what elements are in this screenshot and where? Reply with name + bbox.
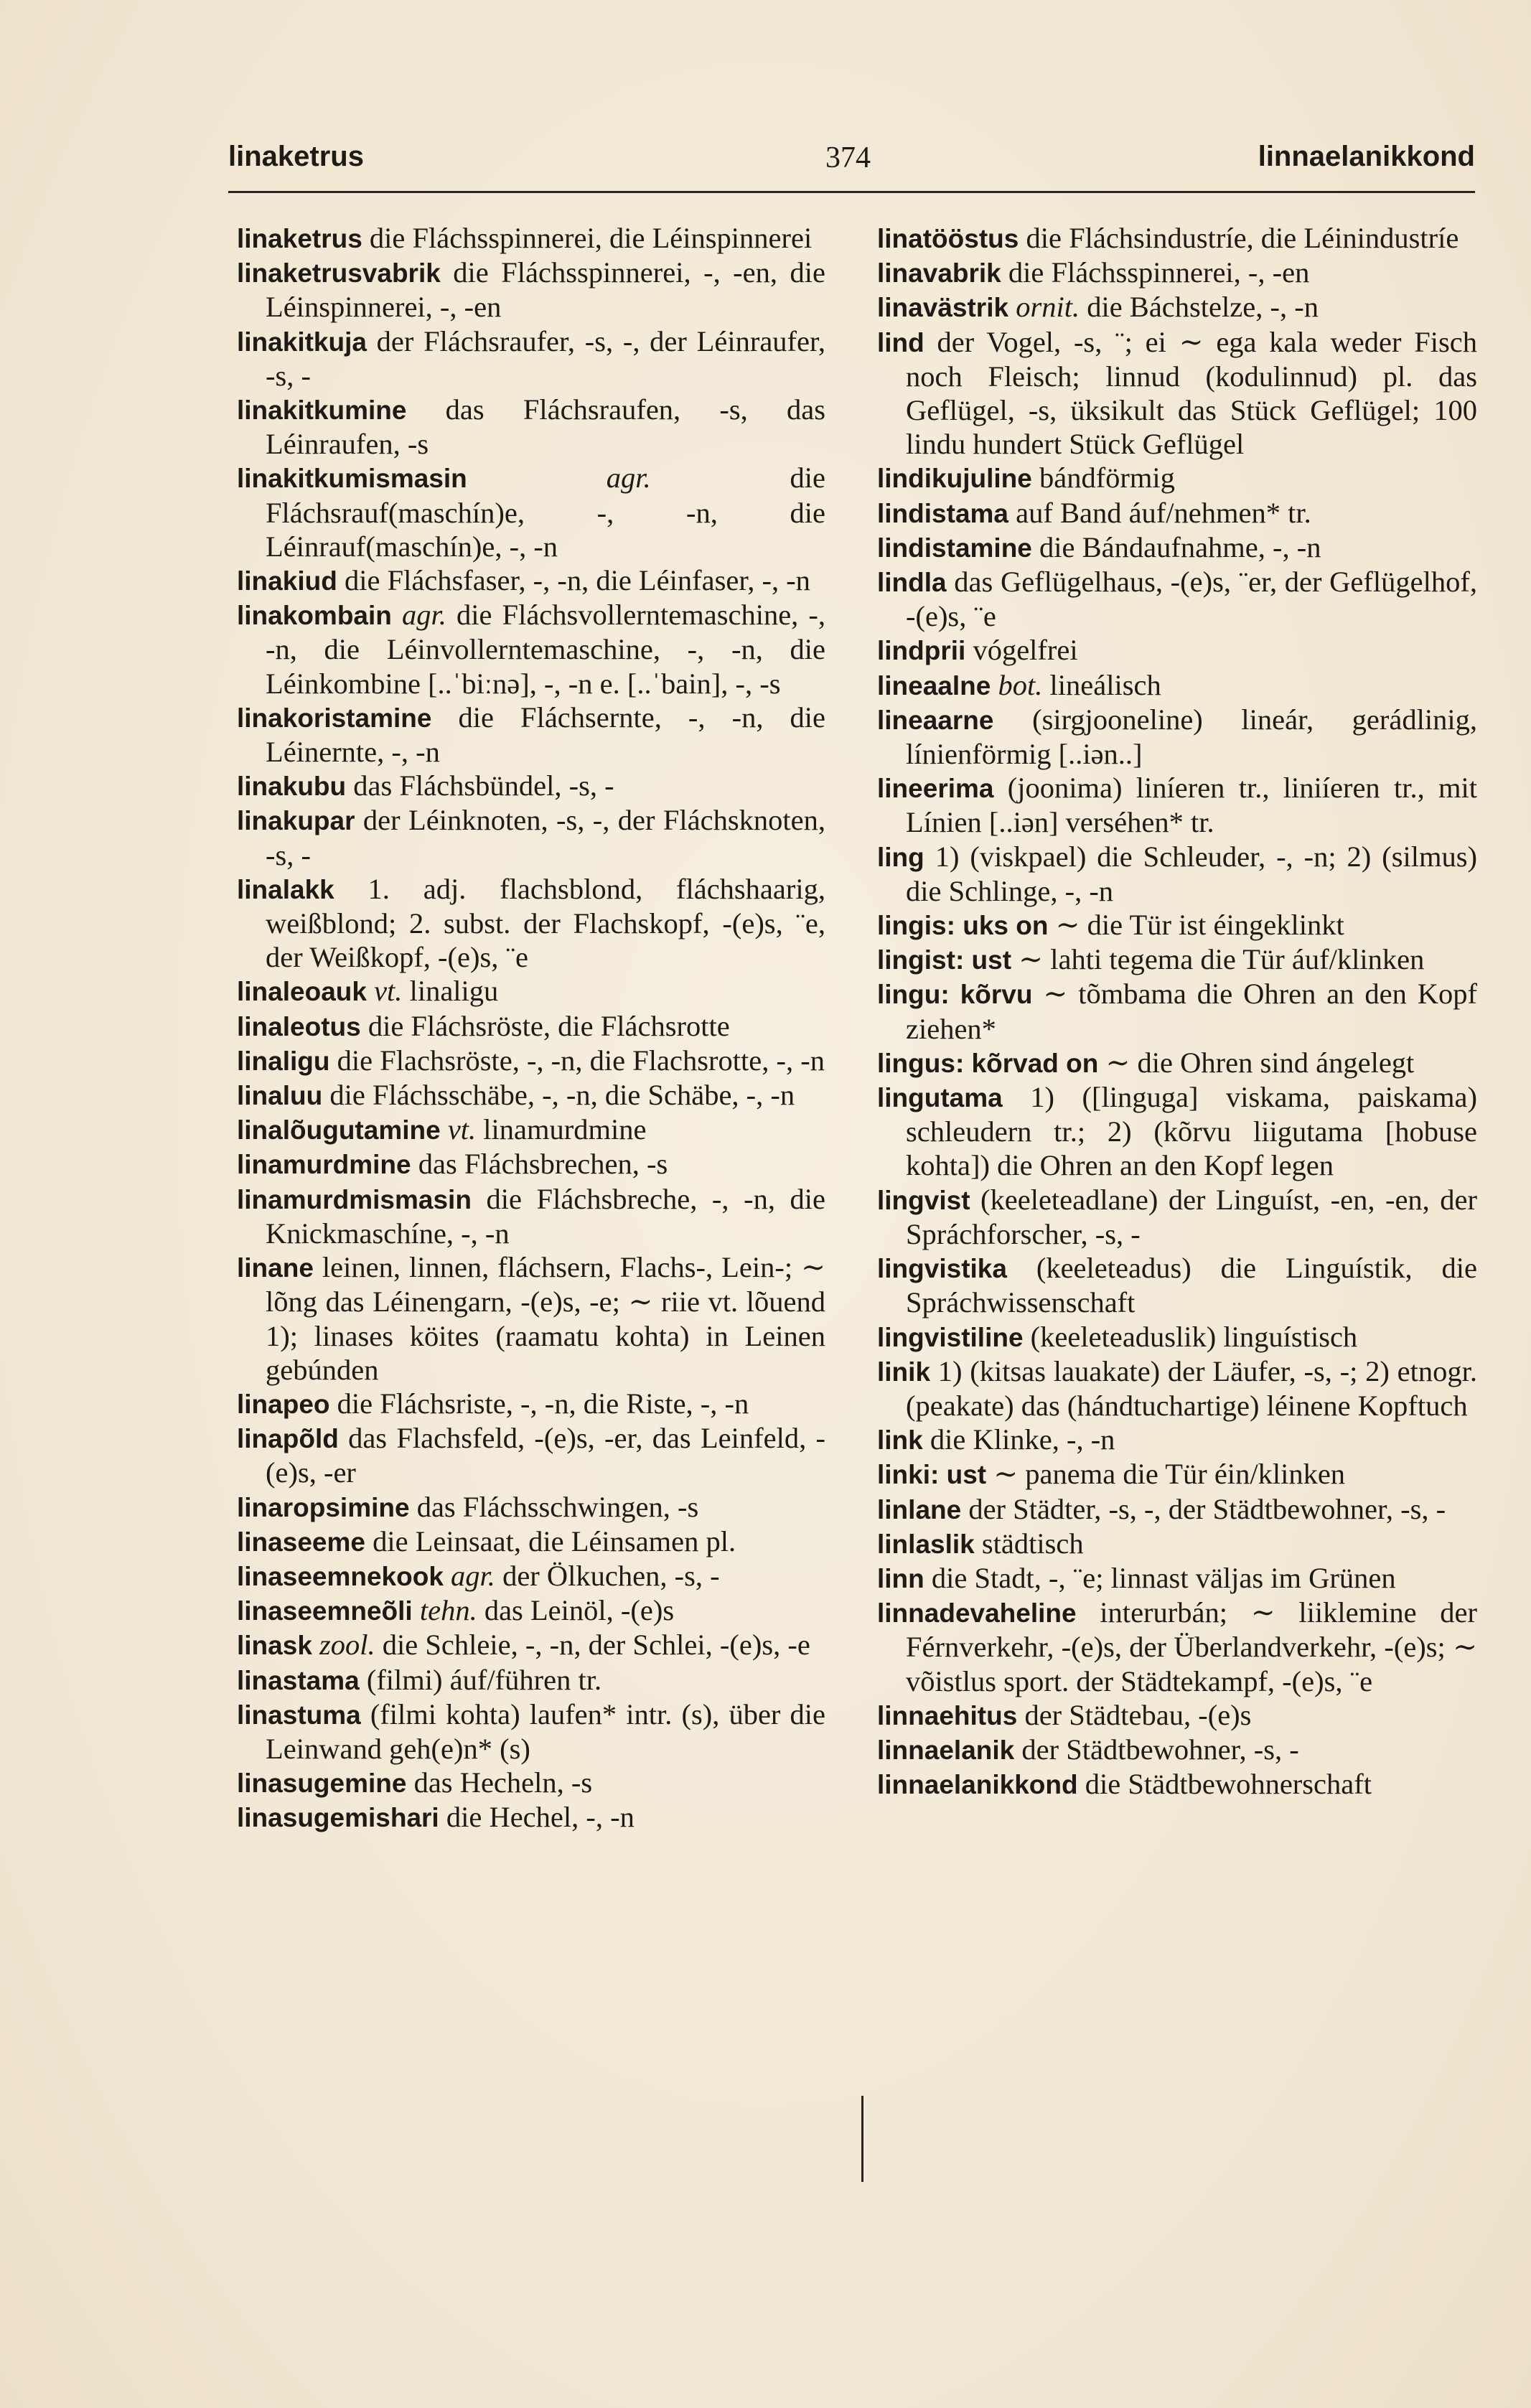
entry-definition: (filmi kohta) laufen* intr. (s), über die Leinwand geh(e)n* (s) [266,1697,825,1765]
entry-label: agr. [401,599,446,632]
dictionary-entry [237,769,825,803]
entry-headword: linasugemine [237,1768,407,1799]
entry-definition: vógelfrei [965,634,1078,667]
entry-definition: der Vogel, -s, ¨; ei ∼ ega kala weder Fisch noch Fleisch; linnud (kodulinnud) pl. das Geflügel, -s, üksikult das Stück Geflügel; 100 lindu hundert Stück Geflügel [906,325,1477,461]
entry-headword: lindikujuline [877,464,1032,494]
entry-definition: der Städter, -s, -, der Städtbewohner, -s, - [961,1492,1446,1525]
entry-headword: linapeo [237,1389,330,1419]
entry-headword: linavästrik [877,293,1009,323]
entry-label: zool. [319,1629,375,1662]
dictionary-entry [877,771,1477,839]
entry-definition: linamurdmine [476,1113,647,1146]
entry-headword: lindistamine [877,533,1032,563]
entry-headword: linaseemneõli [237,1596,413,1626]
dictionary-entry [877,1423,1477,1457]
dictionary-entry [237,872,825,975]
dictionary-entry [237,1524,825,1559]
entry-definition: 1) (kitsas lauakate) der Läufer, -s, -; 2) etnogr. (peakate) das (hándtuchartige) léinene Kopftuch [906,1354,1477,1422]
dictionary-entry [877,1527,1477,1561]
entry-definition: (keeleteaduslik) linguístisch [1023,1320,1358,1353]
dictionary-entry [237,256,825,324]
entry-definition: das Fláchsbrechen, -s [411,1148,668,1181]
dictionary-entry [237,1593,825,1628]
right-guideword: linnaelanikkond [1258,141,1475,172]
dictionary-entry [877,1492,1477,1527]
entry-definition: die Fláchsspinnerei, -, -en [1001,256,1310,289]
entry-definition: 1) ([linguga] viskama, paiskama) schleudern tr.; 2) (kõrvu liigutama [hobuse kohta]) die Ohren an den Kopf legen [906,1081,1477,1182]
entry-definition: der Städtbewohner, -s, - [1014,1733,1299,1766]
entry-definition: ∼ die Tür ist éingeklinkt [1048,909,1344,942]
dictionary-entry [237,1250,825,1387]
entry-definition: das Hecheln, -s [406,1766,593,1799]
entry-headword: linakitkumine [237,395,407,426]
dictionary-entry [877,565,1477,633]
entry-definition: die Schleie, -, -n, der Schlei, -(e)s, -e [375,1629,810,1662]
left-guideword: linaketrus [228,141,364,172]
entry-headword: linalakk [237,874,334,904]
dictionary-entry [237,1766,825,1800]
dictionary-entry [237,1421,825,1489]
entry-definition: das Geflügelhaus, -(e)s, ¨er, der Geflügelhof, -(e)s, ¨e [906,566,1477,633]
entry-headword: linakupar [237,806,355,836]
entry-definition: interurbán; ∼ liiklemine der Férnverkehr, -(e)s, der Überlandverkehr, -(e)s; ∼ võistlus sport. der Städtekampf, -(e)s, ¨e [906,1596,1477,1697]
dictionary-entry [877,1698,1477,1733]
dictionary-entry [237,1559,825,1593]
dictionary-entry [237,974,825,1008]
dictionary-entry [877,1596,1477,1698]
entry-definition: (joonima) liníeren tr., liniíeren tr., mit Línien [..iən] verséhen* tr. [906,772,1477,839]
entry-headword: linaleotus [237,1011,361,1041]
dictionary-entry [237,393,825,461]
entry-headword: linane [237,1253,314,1283]
entry-definition: das Flachsfeld, -(e)s, -er, das Leinfeld, -(e)s, -er [266,1422,825,1489]
entry-definition: linaligu [402,975,499,1008]
entry-headword: linaketrusvabrik [237,258,441,289]
entry-definition: der Ölkuchen, -s, - [495,1559,720,1592]
entry-definition: 1) (viskpael) die Schleuder, -, -n; 2) (silmus) die Schlinge, -, -n [906,840,1477,907]
entry-label: vt. [374,975,403,1008]
entry-headword: lindla [877,568,947,598]
entry-headword: linasugemishari [237,1803,439,1833]
dictionary-entry [877,1183,1477,1251]
entry-definition: die Fláchsröste, die Fláchsrotte [360,1009,730,1042]
dictionary-entry [877,221,1477,256]
dictionary-entry [237,1009,825,1044]
entry-definition: das Leinöl, -(e)s [477,1594,675,1627]
entry-definition: die Fláchsspinnerei, die Léinspinnerei [362,222,813,254]
dictionary-entry [877,1046,1477,1080]
entry-definition: die Hechel, -, -n [439,1801,635,1834]
entry-headword: linaketrus [237,224,362,253]
dictionary-entry [877,290,1477,324]
dictionary-entry [877,942,1477,977]
entry-definition: (sirgjooneline) lineár, gerádlinig, línienförmig [..iən..] [906,703,1477,771]
entry-headword: linaseemnekook [237,1561,444,1591]
entry-definition: die Fláchsindustríe, die Léinindustríe [1019,222,1459,254]
entry-label: agr. [606,462,651,495]
entry-definition: der Städtebau, -(e)s [1017,1698,1252,1731]
dictionary-entry [237,1697,825,1766]
dictionary-entry [877,703,1477,771]
entry-headword: linavabrik [877,258,1001,289]
dictionary-entry [237,1147,825,1181]
entry-definition: (keeleteadus) die Linguístik, die Spráchwissenschaft [906,1252,1477,1319]
dictionary-entry [877,840,1477,908]
dictionary-entry [877,1767,1477,1802]
dictionary-entry [877,1320,1477,1354]
dictionary-entry [237,324,825,393]
dictionary-entry [237,1112,825,1147]
entry-headword: ling [877,842,924,872]
entry-definition: die Flachsröste, -, -n, die Flachsrotte, -, -n [329,1044,825,1077]
dictionary-entry [877,1251,1477,1319]
entry-headword: lingu: kõrvu [877,980,1033,1010]
entry-label: agr. [451,1559,495,1592]
dictionary-entry [237,563,825,598]
entry-label: vt. [447,1113,477,1146]
entry-headword: linamurdmismasin [237,1184,472,1214]
entry-definition: der Fláchsraufer, -s, -, der Léinraufer, -s, - [266,324,825,392]
dictionary-entry [877,530,1477,565]
page-number: 374 [825,141,871,174]
dictionary-entry [877,1080,1477,1183]
entry-headword: linakiud [237,566,337,596]
entry-headword: lindprii [877,636,966,666]
entry-definition: die Fláchsfaser, -, -n, die Léinfaser, -, -n [337,564,810,597]
entry-headword: linn [877,1563,924,1593]
entry-definition: das Fláchsschwingen, -s [409,1490,699,1523]
entry-headword: linki: ust [877,1460,987,1490]
entry-headword: linaseeme [237,1527,365,1557]
entry-definition: auf Band áuf/nehmen* tr. [1008,496,1311,529]
entry-definition: die Städtbewohnerschaft [1077,1768,1372,1801]
entry-headword: linnaelanik [877,1735,1015,1765]
entry-definition: die Fláchsernte, -, -n, die Léinernte, -, -n [266,701,825,769]
entry-definition: ∼ die Ohren sind ángelegt [1098,1046,1415,1079]
entry-definition: städtisch [974,1527,1084,1560]
entry-headword: lingvist [877,1185,970,1215]
entry-headword: lineaarne [877,705,994,735]
dictionary-entry [877,1733,1477,1767]
dictionary-entry [237,803,825,871]
right-column [877,221,1477,1802]
entry-headword: lingis: uks on [877,911,1049,941]
dictionary-entry [877,1354,1477,1423]
dictionary-entry [237,598,825,701]
entry-definition: bándförmig [1031,462,1175,495]
dictionary-entry [877,1457,1477,1491]
entry-definition: ∼ panema die Tür éin/klinken [986,1458,1346,1491]
dictionary-entry [877,1561,1477,1596]
dictionary-entry [877,461,1477,495]
entry-definition: die Stadt, -, ¨e; linnast väljas im Grünen [924,1561,1396,1594]
entry-headword: linakubu [237,772,347,802]
entry-headword: lingist: ust [877,945,1012,975]
entry-headword: linakitkuja [237,327,367,357]
entry-headword: linik [877,1357,931,1387]
dictionary-entry [877,668,1477,703]
dictionary-entry [237,1628,825,1662]
dictionary-entry [237,1044,825,1078]
entry-definition: die Klinke, -, -n [922,1423,1115,1456]
entry-definition: das Fláchsbündel, -s, - [346,769,614,802]
entry-definition: die Fláchsschäbe, -, -n, die Schäbe, -, -n [322,1079,795,1112]
entry-definition: 1. adj. flachsblond, fláchshaarig, weißblond; 2. subst. der Flachskopf, -(e)s, ¨e, der Weißkopf, -(e)s, ¨e [266,872,825,974]
dictionary-entry [237,1182,825,1250]
entry-headword: lineerima [877,774,994,804]
entry-headword: linaropsimine [237,1492,410,1522]
dictionary-entry [237,221,825,256]
entry-headword: linakitkumismasin [237,464,467,494]
dictionary-entry [877,633,1477,667]
left-column [237,221,825,1835]
dictionary-entry [237,1078,825,1112]
entry-definition: (keeleteadlane) der Linguíst, -en, -en, der Spráchforscher, -s, - [906,1183,1477,1250]
dictionary-entry [877,977,1477,1045]
entry-label: ornit. [1016,291,1080,324]
entry-headword: lingvistiline [877,1322,1024,1352]
entry-headword: linalõugutamine [237,1115,441,1146]
entry-headword: linnaelanikkond [877,1770,1078,1800]
entry-headword: linastama [237,1665,360,1695]
entry-definition: die Leinsaat, die Léinsamen pl. [365,1524,736,1557]
dictionary-entry [237,701,825,769]
entry-headword: lind [877,327,924,357]
entry-headword: lineaalne [877,670,991,701]
entry-definition: der Léinknoten, -s, -, der Fláchsknoten, -s, - [266,804,825,871]
entry-headword: linlaslik [877,1529,975,1559]
entry-headword: linaligu [237,1046,330,1076]
entry-definition: die Fláchsrauf(maschín)e, -, -n, die Léinrauf(maschín)e, -, -n [266,462,825,563]
dictionary-entry [877,256,1477,290]
entry-definition: das Fláchsraufen, -s, das Léinraufen, -s [266,393,825,461]
entry-label: tehn. [419,1594,477,1627]
entry-definition: die Bándaufnahme, -, -n [1031,530,1321,563]
entry-definition: leinen, linnen, fláchsern, Flachs-, Lein-; ∼ lõng das Léinengarn, -(e)s, -e; ∼ riie vt. lõuend 1); linases köites (raamatu kohta) in Leinen gebúnden [266,1251,825,1386]
entry-headword: linatööstus [877,224,1019,253]
entry-headword: lindistama [877,498,1008,528]
entry-headword: linaluu [237,1081,323,1111]
entry-headword: linaleoauk [237,977,367,1007]
entry-headword: link [877,1425,923,1456]
entry-headword: linnadevaheline [877,1598,1077,1629]
entry-headword: linakombain [237,601,392,631]
entry-definition: die Fláchsbreche, -, -n, die Knickmaschíne, -, -n [266,1182,825,1250]
entry-headword: linlane [877,1494,962,1524]
entry-definition: die Fláchsriste, -, -n, die Riste, -, -n [329,1387,749,1420]
entry-headword: linapõld [237,1424,339,1454]
entry-headword: linastuma [237,1700,361,1730]
dictionary-entry [237,461,825,563]
entry-definition: die Fláchsspinnerei, -, -en, die Léinspinnerei, -, -en [266,256,825,324]
entry-label: bot. [998,668,1043,701]
dictionary-entry [877,496,1477,530]
entry-headword: linnaehitus [877,1700,1018,1730]
dictionary-entry [877,325,1477,462]
entry-headword: lingutama [877,1083,1003,1113]
column-divider [861,2096,863,2182]
entry-definition: die Fláchsvollerntemaschine, -, -n, die Léinvollerntemaschine, -, -n, die Léinkombine [..ˈbiːnə], -, -n e. [..ˈbain], -, -s [266,599,826,700]
entry-definition: (filmi) áuf/führen tr. [359,1663,602,1696]
dictionary-entry [237,1663,825,1697]
entry-definition: ∼ tõmbama die Ohren an den Kopf ziehen* [906,978,1477,1045]
entry-headword: lingus: kõrvad on [877,1048,1099,1078]
entry-headword: lingvistika [877,1254,1007,1284]
dictionary-entry [237,1490,825,1524]
dictionary-entry [877,908,1477,942]
header-rule [228,191,1475,193]
entry-definition: lineálisch [1042,668,1161,701]
entry-headword: linask [237,1631,312,1661]
dictionary-entry [237,1800,825,1835]
entry-definition: ∼ lahti tegema die Tür áuf/klinken [1011,943,1425,976]
dictionary-entry [237,1387,825,1421]
entry-headword: linamurdmine [237,1150,411,1180]
entry-definition: die Báchstelze, -, -n [1080,291,1319,324]
entry-headword: linakoristamine [237,703,432,733]
